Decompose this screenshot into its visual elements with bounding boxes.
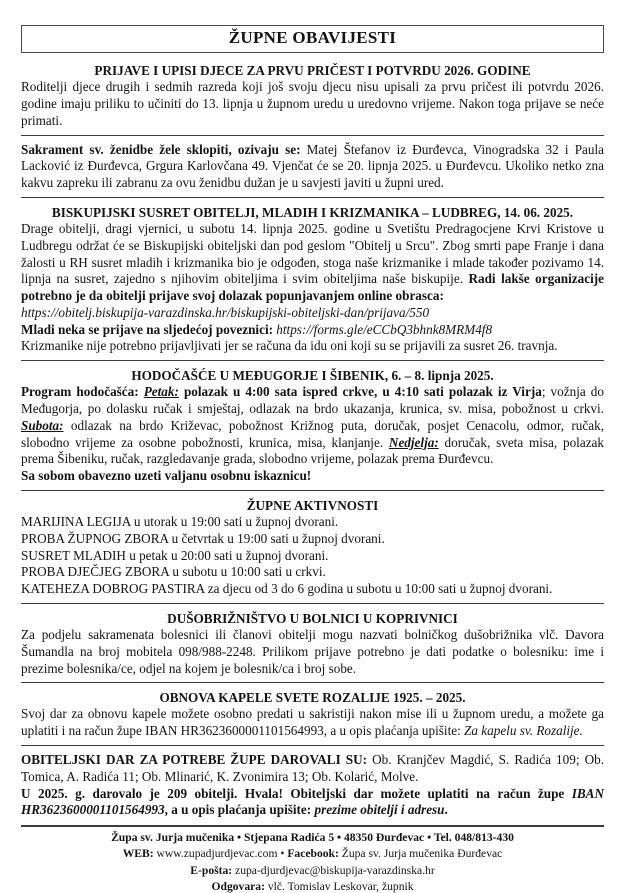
day-label-sunday: Nedjelja:: [388, 434, 439, 450]
responsible-label: Odgovara:: [211, 879, 265, 893]
bold-lead: Sakrament sv. ženidbe žele sklopiti, ozivaju se:: [21, 141, 307, 157]
section-header: BISKUPIJSKI SUSRET OBITELJI, MLADIH I KRIZMANIKA – LUDBREG, 14. 06. 2025.: [51, 204, 574, 220]
footer-email-line: [21, 863, 604, 879]
facebook-label: Facebook:: [287, 847, 339, 861]
paragraph: [21, 786, 604, 820]
bold-lead: Program hodočašća:: [21, 384, 144, 400]
important-note: Sa sobom obavezno uzeti valjanu osobnu iskaznicu!: [21, 468, 312, 484]
web-url: www.zupadjurdjevac.com •: [153, 847, 288, 861]
section-divider: [21, 745, 604, 746]
text-run: ; vožnja do Međugorja, po dolasku ručak i smještaj, odlazak na brdo ukazanja, krunica, sv. misa, pobožnost u crkvi.: [21, 384, 604, 417]
bold-lead: OBITELJSKI DAR ZA POTREBE ŽUPE DAROVALI SU:: [21, 752, 368, 767]
text-run: Krizmanike nije potrebno prijavljivati jer se računa da idu oni koji su se prijavili za susret 26. travnja.: [21, 338, 558, 354]
paragraph: [21, 221, 604, 355]
family-registration-url: https://obitelj.biskupija-varazdinska.hr/biskupijski-obiteljski-dan/prijava/550: [21, 304, 430, 320]
section-header: DUŠOBRIŽNIŠTVO U BOLNICI U KOPRIVNICI: [167, 610, 458, 626]
parish-footer: [21, 825, 604, 893]
text-run: Drage obitelji, dragi vjernici, u subotu 14. lipnja 2025. godine u Svetištu Predragocjene Krvi Kristove u Ludbregu održat će se Biskupijski obiteljski dan pod geslom "Obitelj u Srcu". Zbog smrti pape Franje i dana žalosti u RH susret mladih i krizmanika bio je odgođen, stoga naše krizmanike i mlade također pozivamo 14. lipnja na susret, zajedno s njihovim obiteljima i svim obiteljima naše biskupije.: [21, 221, 604, 287]
section-header: HODOČAŠĆE U MEĐUGORJE I ŠIBENIK, 6. – 8. lipnja 2025.: [131, 368, 494, 384]
donor-list: Ob. Kranjčev Magdić, S. Radića 109; Ob. Tomica, A. Radića 11; Ob. Mlinarić, K. Zvonimira 13; Ob. Kolarić, Molve.: [21, 752, 604, 784]
bold-run: Radi lakše organizacije potrebno je da obitelji prijave svoj dolazak popunjavanjem online obrasca:: [21, 271, 604, 304]
web-label: WEB:: [122, 847, 154, 861]
page-title: ŽUPNE OBAVIJESTI: [21, 25, 604, 53]
bold-run: U 2025. g. darovalo je 209 obitelji. Hvala! Obiteljski dar možete uplatiti na račun župe: [21, 785, 572, 801]
activity-item: KATEHEZA DOBROG PASTIRA za djecu od 3 do 6 godina u subotu u 10:00 sati u župnoj dvorani.: [21, 581, 553, 597]
section-divider: [21, 135, 604, 136]
paragraph: [21, 706, 604, 740]
section-dusobriznistvo: [21, 610, 604, 677]
paragraph: [21, 384, 604, 468]
activity-item: PROBA DJEČJEG ZBORA u subotu u 10:00 sati u crkvi.: [21, 564, 326, 580]
section-divider: [21, 603, 604, 604]
bold-run: polazak u 4:00 sata ispred crkve, u 4:10 sati polazak iz Virja: [178, 384, 542, 400]
facebook-name: Župa sv. Jurja mučenika Đurđevac: [338, 847, 503, 861]
activity-item: MARIJINA LEGIJA u utorak u 19:00 sati u župnoj dvorani.: [21, 514, 339, 530]
text-run: odlazak na brdo Križevac, pobožnost Križnog puta, doručak, posjet Cenacolu, odmor, ručak, slobodno vrijeme za osobne pobožnosti, krunica, misa, klanjanje.: [21, 417, 604, 450]
email-address: zupa-djurdjevac@biskupija-varazdinska.hr: [232, 863, 435, 877]
bold-run: , a u opis plaćanja upišite:: [164, 802, 315, 818]
section-zupne-aktivnosti: [21, 497, 604, 598]
day-label-friday: Petak:: [143, 384, 179, 400]
email-label: E-pošta:: [190, 863, 233, 877]
section-divider: [21, 682, 604, 683]
youth-form-url: https://forms.gle/eCCbQ3bhnk8MRM4f8: [276, 321, 493, 337]
text-run: doručak, sveta misa, polazak prema Šibeniku, ručak, razgledavanje grada, slobodno vrijeme, polazak prema Đurđevcu.: [21, 434, 604, 467]
section-biskupijski-susret: [21, 204, 604, 355]
section-header: OBNOVA KAPELE SVETE ROZALIJE 1925. – 2025.: [159, 690, 466, 706]
paragraph: Roditelji djece drugih i sedmih razreda koji još svoju djecu nisu upisali za prvu pričest ili potvrdu 2026. godine imaju priliku to učiniti do 13. lipnja u župnom uredu u uredovno vrijeme. Nakon toga prijave se neće primati.: [21, 79, 604, 128]
bold-run: Mladi neka se prijave na sljedećoj poveznici:: [21, 321, 277, 337]
section-zenidba: [21, 142, 604, 192]
iban-number: IBAN HR3623600001101564993: [21, 785, 604, 818]
bold-run: .: [444, 802, 448, 818]
responsible-name: vlč. Tomislav Leskovar, župnik: [264, 879, 414, 893]
section-obiteljski-dar: [21, 752, 604, 819]
activity-item: PROBA ŽUPNOG ZBORA u četvrtak u 19:00 sati u župnoj dvorani.: [21, 530, 385, 546]
paragraph: Za podjelu sakramenata bolesnici ili članovi obitelji mogu nazvati bolničkog dušobrižnika vlč. Davora Šumandla na broj mobitela 098/988-2248. Prilikom prijave potrebno je dati podatke o bolesniku: ime i prezime bolesnika/ce, odjel na kojem je bolesnik/ca i broj sobe.: [21, 627, 604, 676]
section-header: PRIJAVE I UPISI DJECE ZA PRVU PRIČEST I POTVRDU 2026. GODINE: [94, 63, 531, 79]
payment-description: prezime obitelji i adresu: [314, 802, 445, 818]
section-divider: [21, 360, 604, 361]
footer-web-line: [21, 846, 604, 862]
section-hodocasce: [21, 367, 604, 485]
footer-address-line: Župa sv. Jurja mučenika • Stjepana Radića 5 • 48350 Đurđevac • Tel. 048/813-430: [111, 831, 514, 845]
text-run: Svoj dar za obnovu kapele možete osobno predati u sakristiji nakon mise ili u župnom uredu, a možete ga uplatiti i na račun župe IBAN HR3623600001101564993, a u opis plaćanja upišite:: [21, 706, 604, 739]
section-obnova-kapele: [21, 689, 604, 740]
paragraph: [21, 752, 604, 786]
section-header: ŽUPNE AKTIVNOSTI: [246, 497, 379, 513]
text-run: Matej Štefanov iz Đurđevca, Vinogradska 32 i Paula Lacković iz Đurđevca, Grgura Karlovčana 49. Vjenčat će se 20. lipnja 2025. u Đurđevcu. Ukoliko netko zna kakvu zapreku ili zabranu za ovu ženidbu dužan je u savjesti javiti u župni ured.: [21, 141, 604, 191]
section-prijave-i-upisi: [21, 62, 604, 129]
footer-responsible-line: [21, 879, 604, 893]
payment-description: Za kapelu sv. Rozalije.: [464, 723, 583, 739]
section-divider: [21, 197, 604, 198]
day-label-saturday: Subota:: [21, 417, 64, 433]
section-divider: [21, 490, 604, 491]
paragraph: [21, 142, 604, 192]
activity-item: SUSRET MLADIH u petak u 20:00 sati u župnoj dvorani.: [21, 547, 329, 563]
